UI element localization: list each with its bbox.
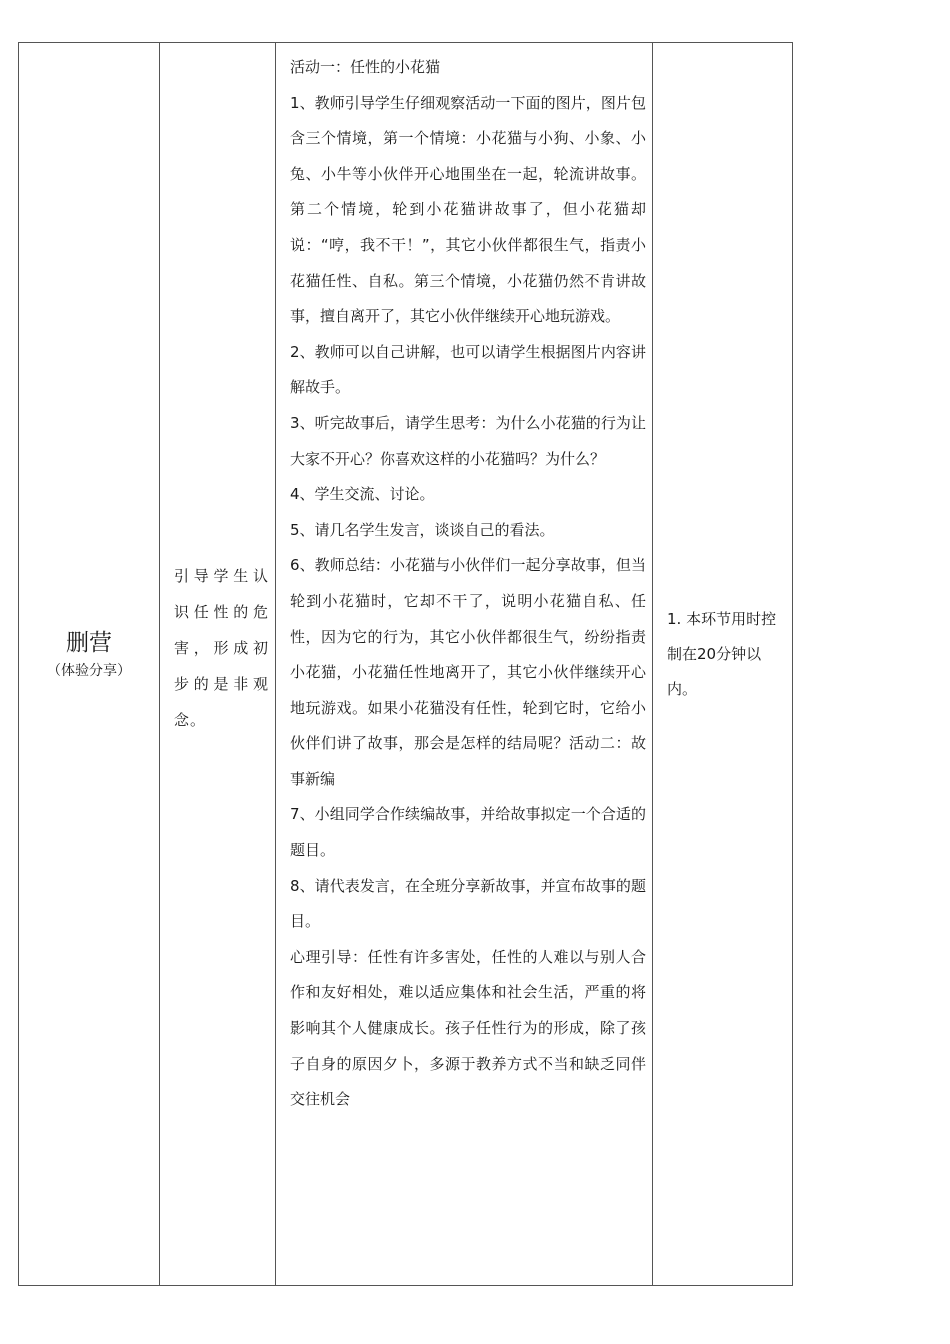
activity-step-3: 3、听完故事后，请学生思考：为什么小花猫的行为让大家不开心？你喜欢这样的小花猫吗？为什么？ (290, 413, 646, 468)
activity-step-7: 7、小组同学合作续编故事，并给故事拟定一个合适的题目。 (290, 805, 646, 860)
activity-step-8: 8、请代表发言，在全班分享新故事，并宣布故事的题目。 (290, 876, 646, 931)
activity-step-1: 1、教师引导学生仔细观察活动一下面的图片，图片包含三个情境，第一个情境：小花猫与小狗、小象、小兔、小牛等小伙伴开心地围坐在一起，轮流讲故事。第二个情境，轮到小花猫讲故事了，但小花猫却说：“哼，我不干！”，其它小伙伴都很生气，指责小花猫任性、自私。第三个情境，小花猫仍然不肯讲故事，擅自离开了，其它小伙伴继续开心地玩游戏。 (290, 93, 646, 326)
activity-content (276, 43, 652, 1118)
note-cell (653, 43, 793, 1286)
goal-cell (160, 43, 276, 1286)
activity-cell (276, 43, 653, 1286)
stage-subtitle: （体验分享） (47, 662, 131, 679)
goal-text: 引导学生认识任性的危害，形成初步的是非观念。 (174, 567, 269, 729)
stage-cell (19, 43, 160, 1286)
activity-step-2: 2、教师可以自己讲解，也可以请学生根据图片内容讲解故手。 (290, 342, 646, 397)
lesson-plan-table (18, 42, 793, 1286)
activity-title: 活动一：任性的小花猫 (290, 58, 441, 76)
stage-title: 删营 (66, 629, 112, 656)
note-text: 1. 本环节用时控制在20分钟以内。 (667, 609, 777, 698)
activity-step-5: 5、请几名学生发言，谈谈自己的看法。 (290, 520, 555, 539)
psychological-guidance: 心理引导：任性有许多害处，任性的人难以与别人合作和友好相处，难以适应集体和社会生活，严重的将影响其个人健康成长。孩子任性行为的形成，除了孩子自身的原因夕卜，多源于教养方式不当和缺乏同伴交往机会 (290, 947, 646, 1109)
table-row (19, 43, 793, 1286)
activity-step-4: 4、学生交流、讨论。 (290, 485, 435, 504)
activity-step-6: 6、教师总结：小花猫与小伙伴们一起分享故事，但当轮到小花猫时，它却不干了，说明小花猫自私、任性，因为它的行为，其它小伙伴都很生气，纷纷指责小花猫，小花猫任性地离开了，其它小伙伴继续开心地玩游戏。如果小花猫没有任性，轮到它时，它给小伙伴们讲了故事，那会是怎样的结局呢？活动二：故事新编 (290, 556, 646, 788)
